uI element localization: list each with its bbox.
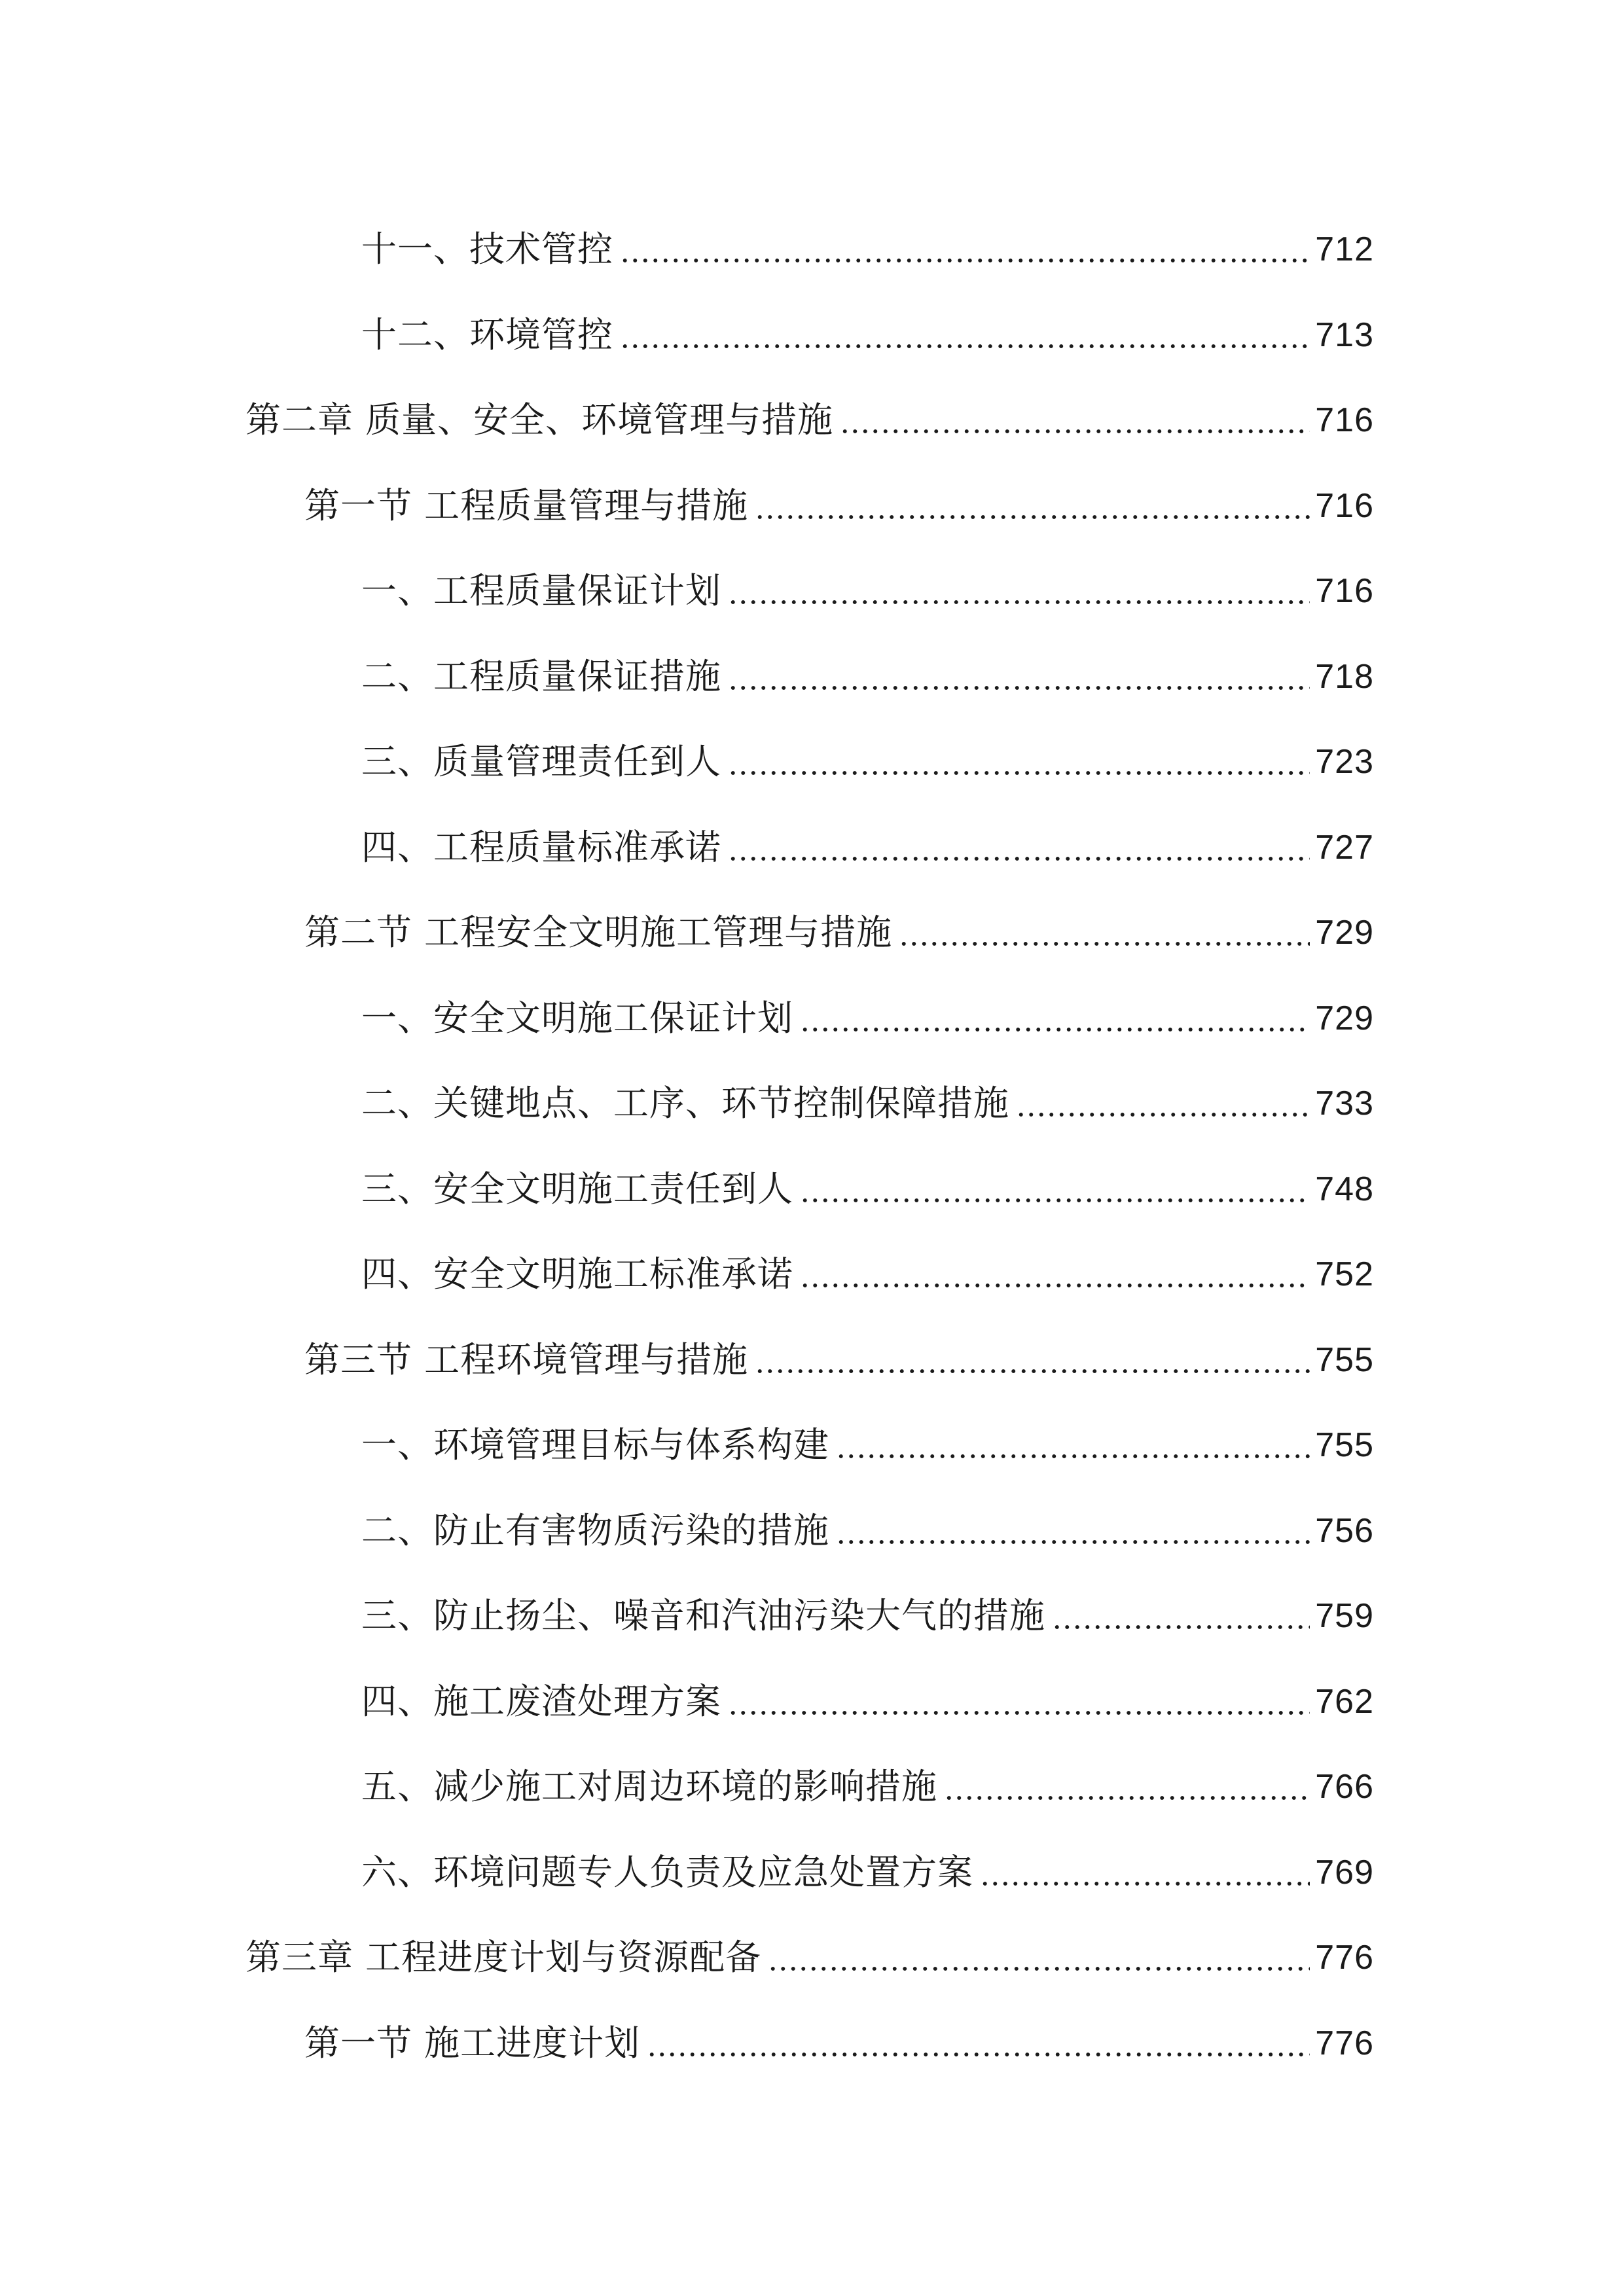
toc-dot-leader	[1052, 1598, 1310, 1634]
toc-entry-page: 755	[1315, 1426, 1374, 1465]
toc-entry-chapter[interactable]	[0, 378, 1624, 463]
toc-entry[interactable]	[0, 1488, 1624, 1574]
toc-entry-page: 776	[1315, 2024, 1374, 2062]
toc-entry-page: 716	[1315, 486, 1374, 525]
toc-entry-title: 四、安全文明施工标准承诺	[361, 1253, 793, 1295]
toc-entry[interactable]	[0, 1744, 1624, 1830]
toc-dot-leader	[728, 830, 1310, 865]
toc-entry-title: 十二、环境管控	[361, 314, 613, 355]
toc-entry-title: 第三章 工程进度计划与资源配备	[245, 1937, 762, 1979]
toc-entry-section[interactable]	[0, 890, 1624, 976]
toc-entry-page: 748	[1315, 1170, 1374, 1208]
toc-entry-page: 752	[1315, 1255, 1374, 1294]
toc-dot-leader	[836, 1427, 1310, 1463]
toc-entry-page: 713	[1315, 315, 1374, 354]
toc-entry[interactable]	[0, 1830, 1624, 1916]
toc-dot-leader	[620, 317, 1310, 353]
toc-dot-leader	[755, 1342, 1310, 1378]
toc-entry-title: 第二章 质量、安全、环境管理与措施	[245, 399, 834, 441]
toc-entry-title: 三、安全文明施工责任到人	[361, 1168, 793, 1210]
toc-entry[interactable]	[0, 1147, 1624, 1232]
toc-dot-leader	[728, 573, 1310, 609]
toc-entry[interactable]	[0, 1403, 1624, 1488]
toc-dot-leader	[728, 1684, 1310, 1719]
toc-entry-title: 五、减少施工对周边环境的影响措施	[361, 1766, 937, 1808]
toc-entry-page: 776	[1315, 1939, 1374, 1977]
toc-dot-leader	[800, 1257, 1310, 1292]
toc-entry[interactable]	[0, 976, 1624, 1062]
toc-entry-page: 729	[1315, 999, 1374, 1037]
toc-entry[interactable]	[0, 805, 1624, 891]
toc-entry-title: 三、质量管理责任到人	[361, 741, 721, 783]
toc-entry-title: 三、防止扬尘、噪音和汽油污染大气的措施	[361, 1595, 1045, 1637]
toc-entry[interactable]	[0, 207, 1624, 293]
toc-entry[interactable]	[0, 719, 1624, 805]
toc-entry[interactable]	[0, 1061, 1624, 1147]
toc-dot-leader	[768, 1940, 1310, 1975]
toc-dot-leader	[980, 1855, 1310, 1890]
toc-dot-leader	[800, 1001, 1310, 1036]
table-of-contents	[0, 207, 1624, 2086]
toc-entry-page: 727	[1315, 828, 1374, 867]
toc-entry-page: 766	[1315, 1768, 1374, 1806]
toc-entry-page: 733	[1315, 1085, 1374, 1123]
toc-entry-title: 十一、技术管控	[361, 228, 613, 270]
toc-entry-page: 716	[1315, 572, 1374, 611]
toc-entry-title: 四、施工废渣处理方案	[361, 1680, 721, 1722]
toc-entry-page: 712	[1315, 230, 1374, 269]
toc-entry[interactable]	[0, 634, 1624, 720]
toc-dot-leader	[728, 744, 1310, 780]
toc-dot-leader	[647, 2026, 1310, 2061]
toc-dot-leader	[899, 915, 1310, 950]
toc-entry-title: 二、关键地点、工序、环节控制保障措施	[361, 1083, 1009, 1124]
toc-dot-leader	[840, 403, 1310, 438]
toc-entry-title: 一、安全文明施工保证计划	[361, 997, 793, 1039]
toc-entry[interactable]	[0, 1573, 1624, 1659]
toc-entry-page: 756	[1315, 1511, 1374, 1550]
toc-entry-title: 第二节 工程安全文明施工管理与措施	[304, 912, 893, 954]
toc-entry-chapter[interactable]	[0, 1915, 1624, 2001]
toc-entry-title: 二、防止有害物质污染的措施	[361, 1509, 829, 1551]
toc-entry-page: 723	[1315, 743, 1374, 781]
toc-entry-section[interactable]	[0, 463, 1624, 549]
toc-entry[interactable]	[0, 1232, 1624, 1318]
toc-entry-title: 四、工程质量标准承诺	[361, 826, 721, 868]
toc-entry-page: 716	[1315, 401, 1374, 440]
toc-entry-title: 六、环境问题专人负责及应急处置方案	[361, 1851, 973, 1893]
toc-entry-title: 第一节 施工进度计划	[304, 2022, 641, 2064]
toc-entry-title: 第三节 工程环境管理与措施	[304, 1338, 749, 1380]
toc-entry[interactable]	[0, 293, 1624, 378]
toc-entry-title: 一、工程质量保证计划	[361, 570, 721, 612]
toc-entry-title: 一、环境管理目标与体系构建	[361, 1424, 829, 1466]
toc-entry-section[interactable]	[0, 1318, 1624, 1403]
toc-entry-title: 二、工程质量保证措施	[361, 655, 721, 697]
toc-dot-leader	[800, 1172, 1310, 1207]
toc-dot-leader	[620, 232, 1310, 267]
toc-dot-leader	[728, 659, 1310, 694]
toc-entry-page: 759	[1315, 1597, 1374, 1636]
toc-entry-section[interactable]	[0, 2001, 1624, 2087]
toc-entry-page: 769	[1315, 1853, 1374, 1892]
toc-entry-page: 718	[1315, 657, 1374, 696]
toc-entry-page: 762	[1315, 1682, 1374, 1721]
toc-entry[interactable]	[0, 548, 1624, 634]
toc-entry-page: 755	[1315, 1340, 1374, 1379]
toc-dot-leader	[1016, 1086, 1310, 1121]
toc-entry-page: 729	[1315, 914, 1374, 952]
toc-dot-leader	[944, 1769, 1310, 1804]
toc-dot-leader	[755, 488, 1310, 524]
toc-entry[interactable]	[0, 1659, 1624, 1745]
toc-entry-title: 第一节 工程质量管理与措施	[304, 484, 749, 526]
toc-dot-leader	[836, 1513, 1310, 1549]
